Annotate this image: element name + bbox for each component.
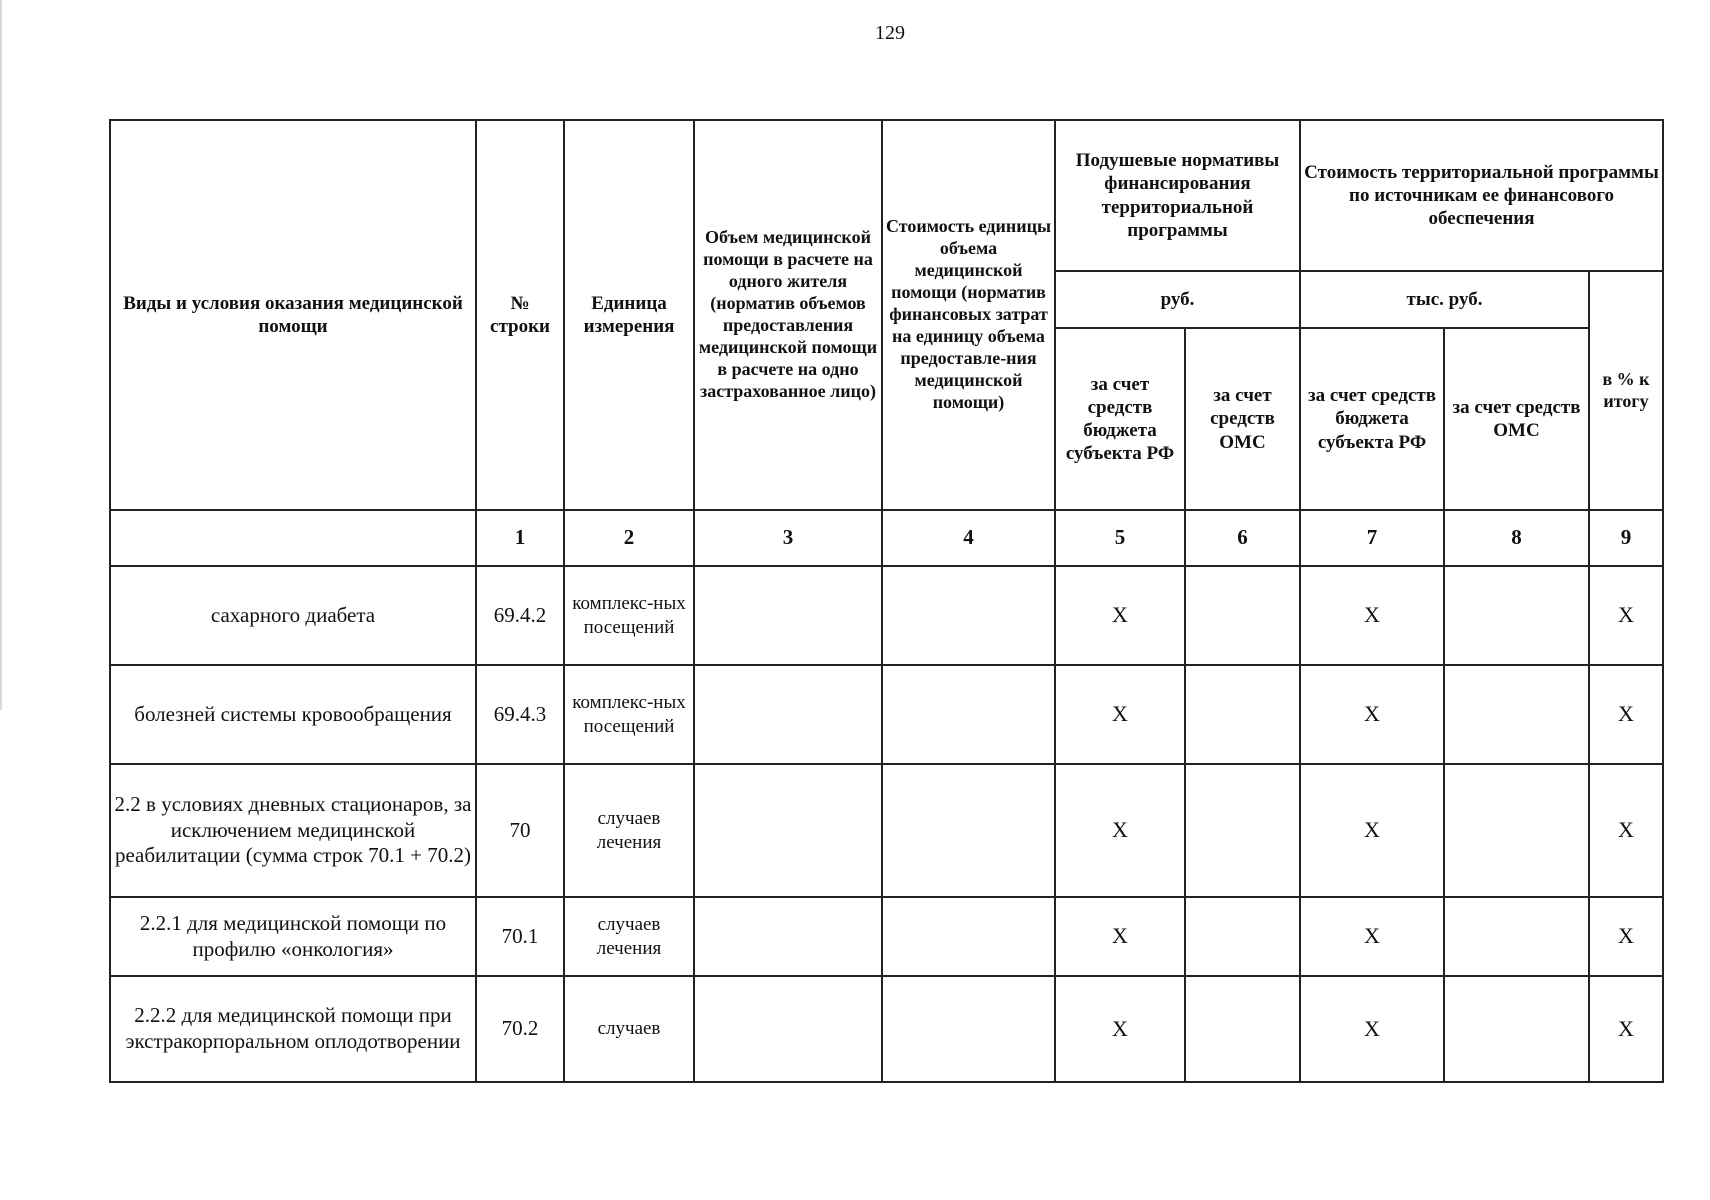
header-rub: руб. <box>1055 271 1300 328</box>
column-number: 2 <box>564 510 694 566</box>
row-unit: случаев лечения <box>564 764 694 897</box>
header-unit: Единица измерения <box>564 120 694 510</box>
scan-edge-line <box>0 0 2 710</box>
row-number: 70 <box>476 764 564 897</box>
cell-col4 <box>882 897 1055 976</box>
header-percent: в % к итогу <box>1589 271 1663 510</box>
financing-table <box>109 119 1664 1083</box>
cell-col5: X <box>1055 566 1185 665</box>
header-budget-rf-2: за счет средств бюджета субъекта РФ <box>1300 328 1444 510</box>
cell-col9: X <box>1589 764 1663 897</box>
row-name: 2.2.2 для медицинской помощи при экстракорпоральном оплодотворении <box>110 976 476 1082</box>
cell-col5: X <box>1055 897 1185 976</box>
column-numbers-row <box>110 510 1663 566</box>
table-row <box>110 897 1663 976</box>
cell-col4 <box>882 976 1055 1082</box>
page-number: 129 <box>875 22 905 44</box>
cell-col8 <box>1444 976 1589 1082</box>
column-number: 8 <box>1444 510 1589 566</box>
cell-col3 <box>694 897 882 976</box>
cell-col3 <box>694 764 882 897</box>
cell-col6 <box>1185 764 1300 897</box>
row-number: 69.4.2 <box>476 566 564 665</box>
row-unit: комплекс-ных посещений <box>564 566 694 665</box>
column-number: 1 <box>476 510 564 566</box>
table-row <box>110 976 1663 1082</box>
column-number: 9 <box>1589 510 1663 566</box>
cell-col8 <box>1444 566 1589 665</box>
cell-col6 <box>1185 976 1300 1082</box>
header-budget-rf: за счет средств бюджета субъекта РФ <box>1055 328 1185 510</box>
cell-col9: X <box>1589 897 1663 976</box>
header-volume: Объем медицинской помощи в расчете на одного жителя (норматив объемов предоставления медицинской помощи в расчете на одно застрахованное лицо) <box>694 120 882 510</box>
column-number: 4 <box>882 510 1055 566</box>
cell-col7: X <box>1300 897 1444 976</box>
cell-col4 <box>882 566 1055 665</box>
cell-col6 <box>1185 566 1300 665</box>
cell-col9: X <box>1589 665 1663 764</box>
header-program-cost: Стоимость территориальной программы по источникам ее финансового обеспечения <box>1300 120 1663 271</box>
cell-col4 <box>882 665 1055 764</box>
cell-col3 <box>694 976 882 1082</box>
column-number: 7 <box>1300 510 1444 566</box>
header-thous-rub: тыс. руб. <box>1300 271 1589 328</box>
cell-col7: X <box>1300 665 1444 764</box>
cell-col9: X <box>1589 976 1663 1082</box>
header-cost: Стоимость единицы объема медицинской помощи (норматив финансовых затрат на единицу объема предоставле-ния медицинской помощи) <box>882 120 1055 510</box>
row-unit: случаев лечения <box>564 897 694 976</box>
header-oms-2: за счет средств ОМС <box>1444 328 1589 510</box>
header-types: Виды и условия оказания медицинской помощи <box>110 120 476 510</box>
row-name: 2.2.1 для медицинской помощи по профилю «онкология» <box>110 897 476 976</box>
row-number: 69.4.3 <box>476 665 564 764</box>
row-number: 70.1 <box>476 897 564 976</box>
cell-col4 <box>882 764 1055 897</box>
row-name: 2.2 в условиях дневных стационаров, за исключением медицинской реабилитации (сумма строк 70.1 + 70.2) <box>110 764 476 897</box>
column-number <box>110 510 476 566</box>
column-number: 5 <box>1055 510 1185 566</box>
cell-col5: X <box>1055 665 1185 764</box>
row-number: 70.2 <box>476 976 564 1082</box>
table-row <box>110 566 1663 665</box>
cell-col7: X <box>1300 566 1444 665</box>
row-name: болезней системы кровообращения <box>110 665 476 764</box>
table-row <box>110 764 1663 897</box>
table-row <box>110 665 1663 764</box>
cell-col3 <box>694 665 882 764</box>
cell-col6 <box>1185 897 1300 976</box>
cell-col3 <box>694 566 882 665</box>
cell-col7: X <box>1300 976 1444 1082</box>
cell-col5: X <box>1055 764 1185 897</box>
cell-col6 <box>1185 665 1300 764</box>
row-name: сахарного диабета <box>110 566 476 665</box>
cell-col7: X <box>1300 764 1444 897</box>
cell-col9: X <box>1589 566 1663 665</box>
column-number: 3 <box>694 510 882 566</box>
cell-col5: X <box>1055 976 1185 1082</box>
header-per-capita: Подушевые нормативы финансирования территориальной программы <box>1055 120 1300 271</box>
row-unit: случаев <box>564 976 694 1082</box>
header-row-no: № строки <box>476 120 564 510</box>
cell-col8 <box>1444 897 1589 976</box>
cell-col8 <box>1444 764 1589 897</box>
row-unit: комплекс-ных посещений <box>564 665 694 764</box>
cell-col8 <box>1444 665 1589 764</box>
header-oms: за счет средств ОМС <box>1185 328 1300 510</box>
column-number: 6 <box>1185 510 1300 566</box>
